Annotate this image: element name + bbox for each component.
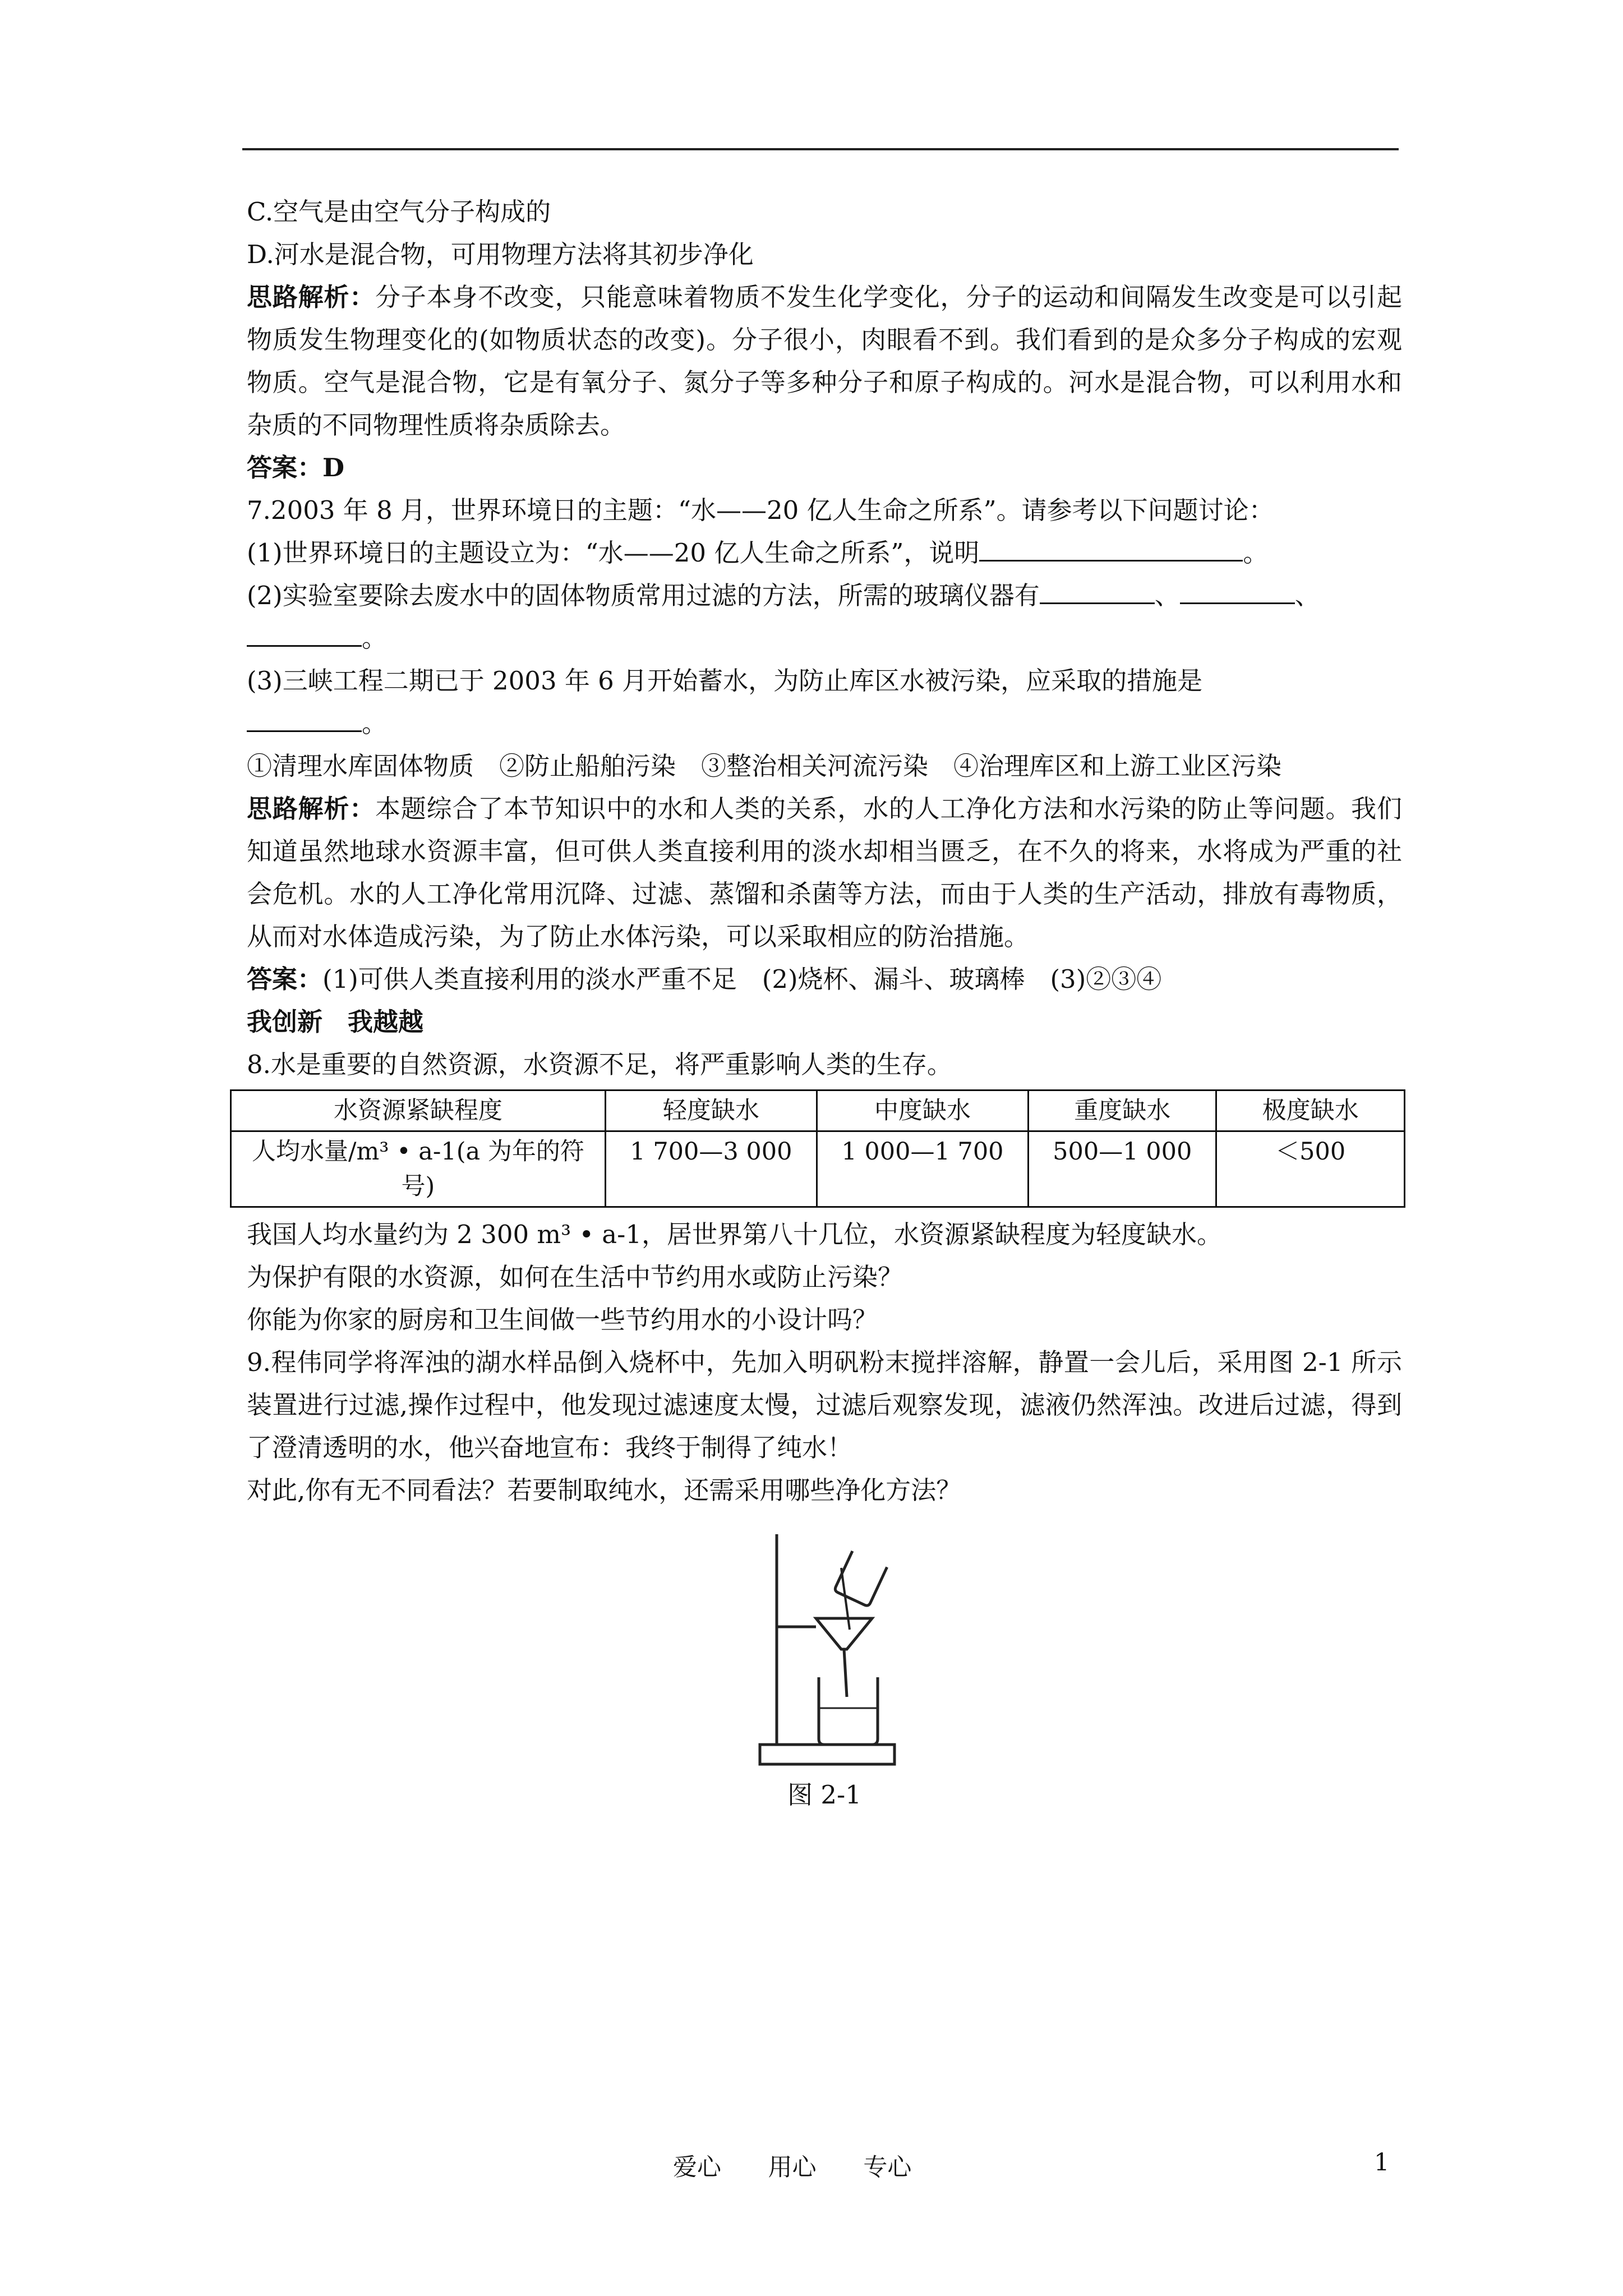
option-c: C.空气是由空气分子构成的: [247, 197, 551, 227]
question-9-ask: 对此,你有无不同看法？若要制取纯水，还需采用哪些净化方法？: [247, 1475, 962, 1505]
analysis-label: 思路解析：: [247, 282, 375, 312]
answer-1: [247, 447, 1402, 489]
question-7-2: [247, 574, 1402, 617]
table-header-cell: 重度缺水: [1028, 1091, 1216, 1131]
header-rule: [242, 148, 1399, 150]
q7-2-end: 。: [362, 623, 388, 653]
answer-blank[interactable]: [979, 537, 1243, 562]
analysis-label: 思路解析：: [247, 794, 375, 823]
question-7-options: ①清理水库固体物质 ②防止船舶污染 ③整治相关河流污染 ④治理库区和上游工业区污染: [247, 751, 1282, 781]
page-content: [247, 191, 1402, 1815]
figure-caption: 图 2-1: [787, 1780, 861, 1810]
question-7-3: (3)三峡工程二期已于 2003 年 6 月开始蓄水，为防止库区水被污染，应采取的措施是: [247, 666, 1203, 696]
table-header-cell: 轻度缺水: [605, 1091, 817, 1131]
filtration-apparatus-illustration: [757, 1529, 903, 1770]
q7-3-end: 。: [362, 708, 388, 738]
question-8-ask-1: 为保护有限的水资源，如何在生活中节约用水或防止污染？: [247, 1262, 903, 1292]
answer-label: 答案：: [247, 964, 323, 994]
page-number: 1: [1374, 2148, 1390, 2177]
question-7: 7.2003 年 8 月，世界环境日的主题：“水——20 亿人生命之所系”。请参考以下问题讨论：: [247, 495, 1274, 525]
table-header-cell: 中度缺水: [817, 1091, 1028, 1131]
section-title: 我创新 我越越: [247, 1007, 424, 1037]
q7-2-text: (2)实验室要除去废水中的固体物质常用过滤的方法，所需的玻璃仪器有: [247, 581, 1040, 610]
analysis-1: [247, 276, 1402, 447]
table-row-label: 人均水量/m³ • a-1(a 为年的符号): [231, 1131, 606, 1207]
answer-blank[interactable]: [1180, 580, 1295, 604]
option-d: D.河水是混合物，可用物理方法将其初步净化: [247, 240, 754, 269]
separator: 、: [1294, 581, 1320, 610]
analysis-text: 本题综合了本节知识中的水和人类的关系，水的人工净化方法和水污染的防止等问题。我们知道虽然地球水资源丰富，但可供人类直接利用的淡水却相当匮乏，在不久的将来，水将成为严重的社会危机。水的人工净化常用沉降、过滤、蒸馏和杀菌等方法，而由于人类的生产活动，排放有毒物质，从而对水体造成污染，为了防止水体污染，可以采取相应的防治措施。: [247, 794, 1402, 951]
answer-blank[interactable]: [247, 623, 362, 647]
table-header-cell: 极度缺水: [1216, 1091, 1405, 1131]
footer-motto: 爱心 用心 专心: [673, 2154, 912, 2182]
question-8: 8.水是重要的自然资源，水资源不足，将严重影响人类的生存。: [247, 1050, 952, 1079]
q7-1-text: (1)世界环境日的主题设立为：“水——20 亿人生命之所系”，说明: [247, 538, 980, 568]
question-7-1: [247, 532, 1402, 574]
table-cell: 1 000—1 700: [817, 1131, 1028, 1207]
separator: 、: [1154, 581, 1180, 610]
question-7-2-cont: [247, 617, 1402, 660]
answer-blank[interactable]: [247, 708, 362, 732]
table-header-cell: 水资源紧缺程度: [231, 1091, 606, 1131]
answer-value: (1)可供人类直接利用的淡水严重不足 (2)烧杯、漏斗、玻璃棒 (3)②③④: [322, 964, 1162, 994]
table-row: [231, 1131, 1405, 1207]
table-header-row: [231, 1091, 1405, 1131]
question-9: 9.程伟同学将浑浊的湖水样品倒入烧杯中，先加入明矾粉末搅拌溶解，静置一会儿后，采用图 2-1 所示装置进行过滤,操作过程中，他发现过滤速度太慢，过滤后观察发现，滤液仍然浑浊。改进后过滤，得到了澄清透明的水，他兴奋地宣布：我终于制得了纯水！: [247, 1347, 1402, 1462]
water-table: [230, 1089, 1405, 1208]
filtration-figure: [247, 1529, 1402, 1770]
analysis-2: [247, 788, 1402, 958]
answer-value: D: [322, 453, 345, 482]
table-cell: 500—1 000: [1028, 1131, 1216, 1207]
table-cell: ＜500: [1216, 1131, 1405, 1207]
answer-label: 答案：: [247, 453, 323, 482]
table-cell: 1 700—3 000: [605, 1131, 817, 1207]
question-7-3-cont: [247, 702, 1402, 745]
question-8-note: 我国人均水量约为 2 300 m³ • a-1，居世界第八十几位，水资源紧缺程度为轻度缺水。: [247, 1220, 1222, 1249]
q7-1-end: 。: [1243, 538, 1269, 568]
question-8-ask-2: 你能为你家的厨房和卫生间做一些节约用水的小设计吗？: [247, 1305, 878, 1335]
answer-2: [247, 958, 1402, 1001]
analysis-text: 分子本身不改变，只能意味着物质不发生化学变化，分子的运动和间隔发生改变是可以引起物质发生物理变化的(如物质状态的改变)。分子很小，肉眼看不到。我们看到的是众多分子构成的宏观物质。空气是混合物，它是有氧分子、氮分子等多种分子和原子构成的。河水是混合物，可以利用水和杂质的不同物理性质将杂质除去。: [247, 282, 1402, 440]
answer-blank[interactable]: [1040, 580, 1155, 604]
